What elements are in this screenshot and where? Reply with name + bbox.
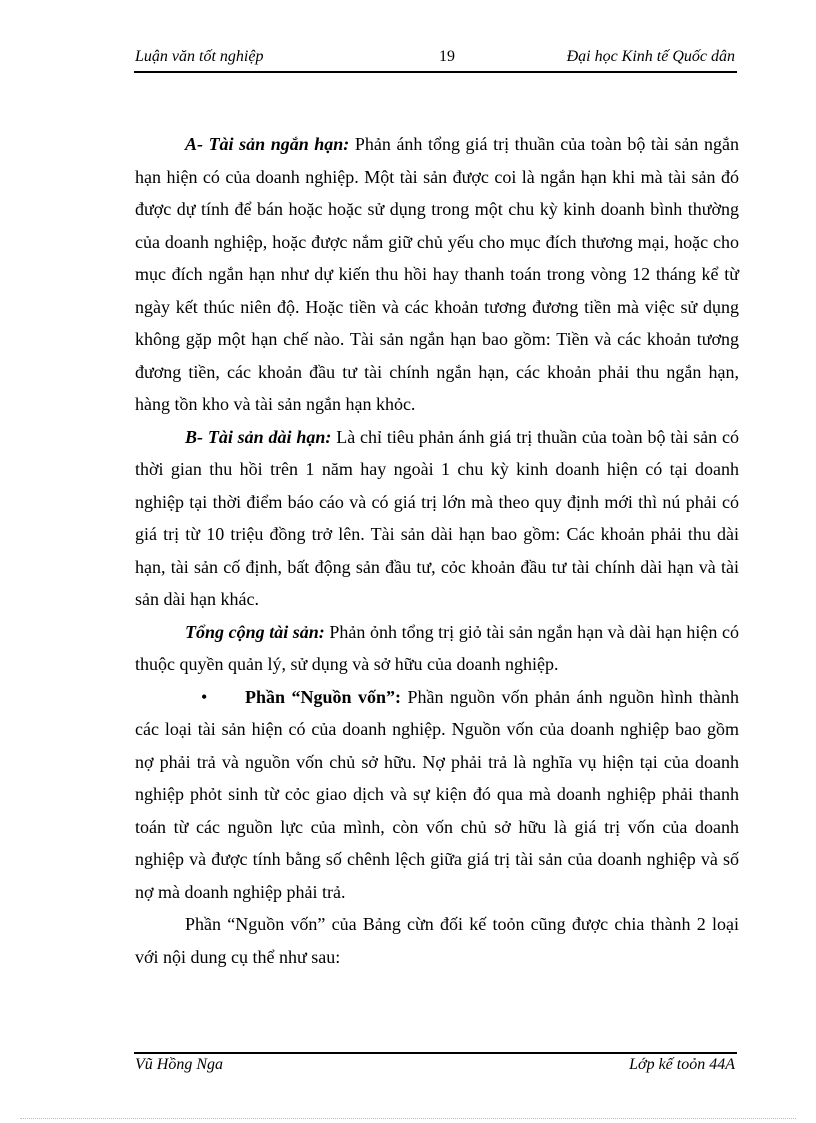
page-number: 19 <box>439 48 455 65</box>
footer-author: Vũ Hồng Nga <box>135 1056 223 1073</box>
page-edge-dots <box>20 1118 796 1119</box>
page-header <box>135 48 735 70</box>
paragraph-short-term-assets <box>135 128 739 421</box>
header-thesis-label: Luận văn tốt nghiệp <box>135 48 264 65</box>
header-university: Đại học Kinh tế Quốc dân <box>566 48 735 65</box>
text-short-term-assets: Phản ánh tổng giá trị thuần của toàn bộ tài sản ngắn hạn hiện có của doanh nghiệp. Một tài sản được coi là ngắn hạn khi mà tài sản đó được dự tính để bán hoặc hoặc sử dụng trong một chu kỳ kinh doanh bình thường của doanh nghiệp, hoặc được nắm giữ chủ yếu cho mục đích thương mại, hoặc cho mục đích ngắn hạn như dự kiến thu hồi hay thanh toán trong vòng 12 tháng kể từ ngày kết thúc niên độ. Hoặc tiền và các khoản tương đương tiền mà việc sử dụng không gặp một hạn chế nào. Tài sản ngắn hạn bao gồm: Tiền và các khoản tương đương tiền, các khoản đầu tư tài chính ngắn hạn, các khoản phải thu ngắn hạn, hàng tồn kho và tài sản ngắn hạn khỏc. <box>135 134 739 414</box>
paragraph-long-term-assets <box>135 421 739 616</box>
term-long-term-assets: B- Tài sản dài hạn: <box>185 426 332 447</box>
term-capital-sources: Phần “Nguồn vốn”: <box>245 686 402 707</box>
term-short-term-assets: A- Tài sản ngắn hạn: <box>185 134 350 154</box>
text-capital-sources: Phần nguồn vốn phản ánh nguồn hình thành các loại tài sản hiện có của doanh nghiệp. Nguồn vốn của doanh nghiệp bao gồm nợ phải trả và nguồn vốn chủ sở hữu. Nợ phải trả là nghĩa vụ hiện tại của doanh nghiệp phỏt sinh từ cỏc giao dịch và sự kiện đó qua mà doanh nghiệp phải thanh toán từ các nguồn lực của mình, còn vốn chủ sở hữu là giá trị vốn của doanh nghiệp và được tính bằng số chênh lệch giữa giá trị tài sản của doanh nghiệp và số nợ mà doanh nghiệp phải trả. <box>135 686 739 902</box>
text-long-term-assets: Là chỉ tiêu phản ánh giá trị thuần của toàn bộ tài sản có thời gian thu hồi trên 1 năm hay ngoài 1 chu kỳ kinh doanh hiện có tại doanh nghiệp tại thời điểm báo cáo và có giá trị lớn mà theo quy định mới thì nú phải có giá trị từ 10 triệu đồng trở lên. Tài sản dài hạn bao gồm: Các khoản phải thu dài hạn, tài sản cố định, bất động sản đầu tư, cỏc khoản đầu tư tài chính dài hạn và tài sản dài hạn khác. <box>135 426 739 609</box>
bullet-icon: • <box>201 686 208 707</box>
page-footer <box>135 1056 735 1078</box>
paragraph-capital-sources <box>135 681 739 909</box>
footer-class: Lớp kế toỏn 44A <box>629 1056 735 1073</box>
footer-rule <box>134 1052 737 1054</box>
paragraph-capital-classification <box>135 908 739 973</box>
text-capital-classification: Phần “Nguồn vốn” của Bảng cừn đối kế toỏn cũng được chia thành 2 loại với nội dung cụ thể như sau: <box>135 914 739 967</box>
paragraph-total-assets <box>135 616 739 681</box>
term-total-assets: Tổng cộng tài sản: <box>185 621 325 642</box>
text-total-assets: Phản ỏnh tổng trị giỏ tài sản ngắn hạn và dài hạn hiện có thuộc quyền quản lý, sử dụng và sở hữu của doanh nghiệp. <box>135 621 739 674</box>
header-rule <box>134 71 737 73</box>
document-body <box>135 128 739 973</box>
